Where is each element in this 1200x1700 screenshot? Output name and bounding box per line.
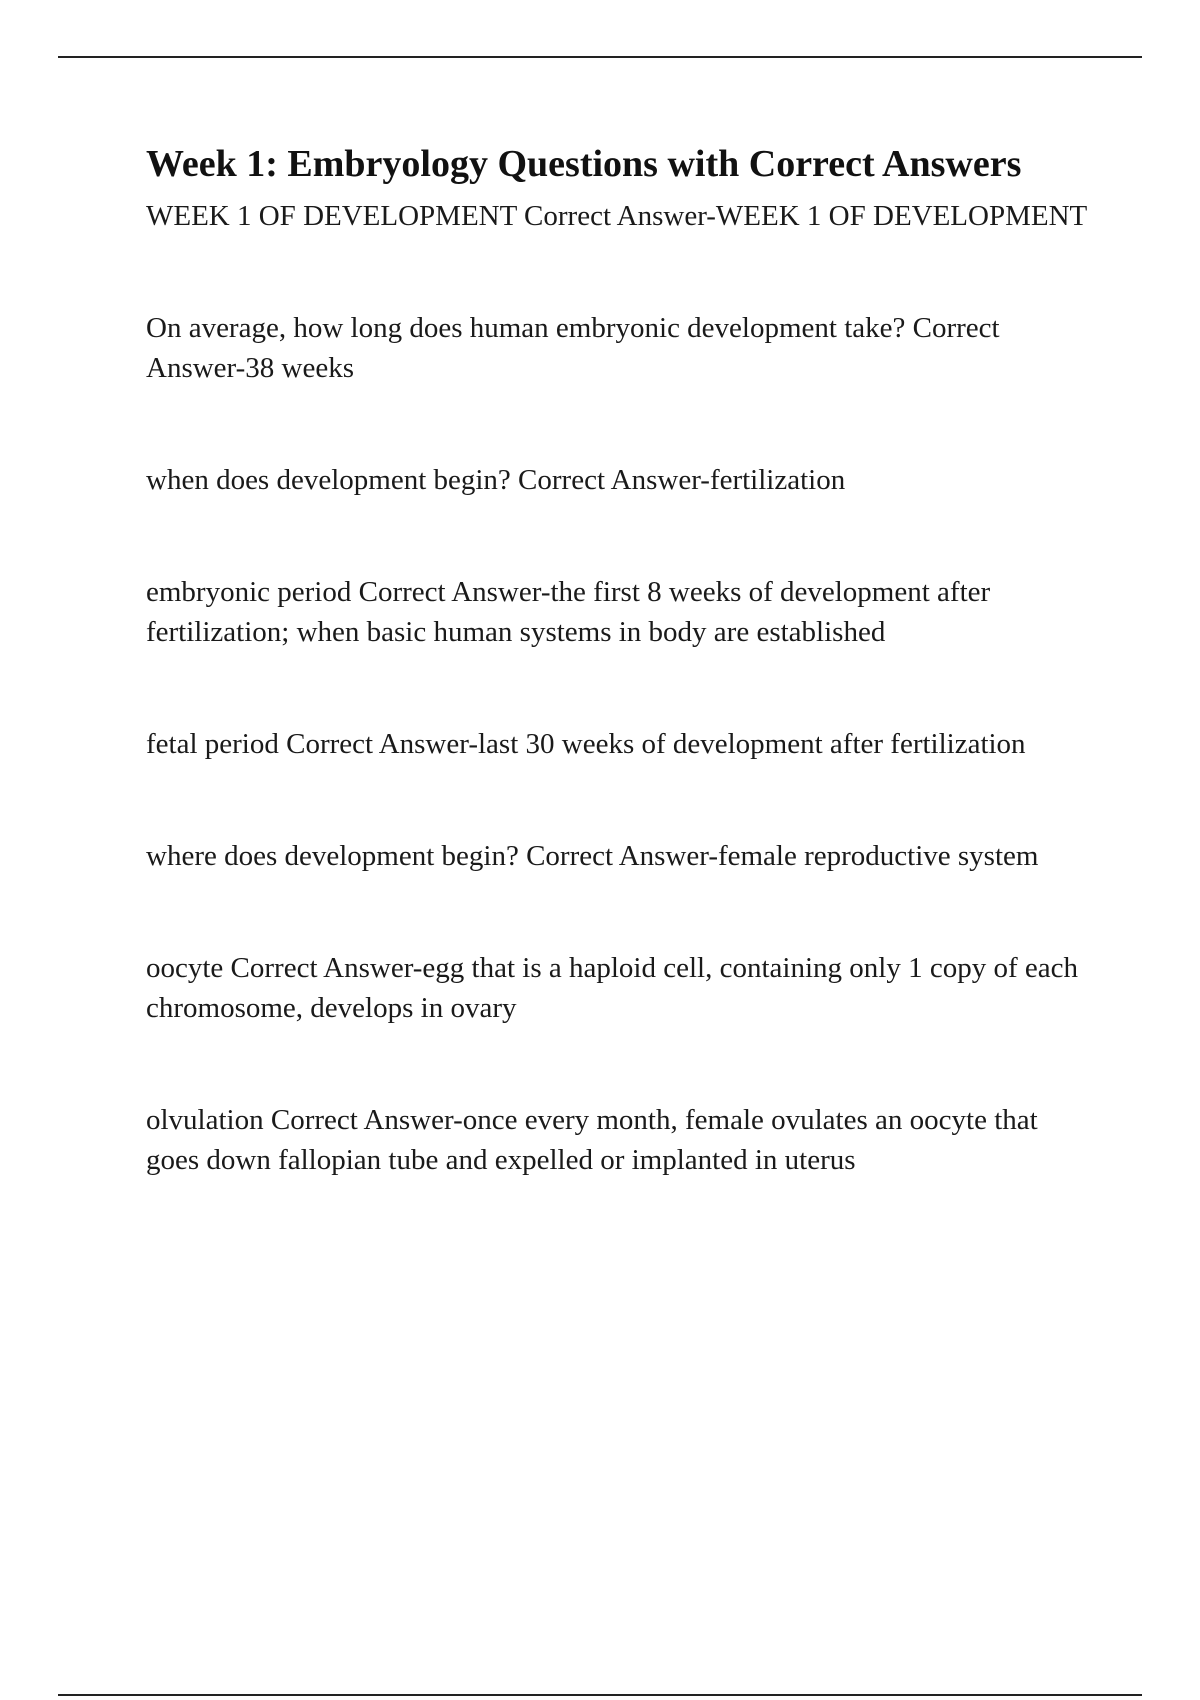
qa-entry-week1: WEEK 1 OF DEVELOPMENT Correct Answer-WEEK 1 OF DEVELOPMENT (146, 200, 1088, 232)
document-title: Week 1: Embryology Questions with Correct Answers (146, 143, 1022, 185)
header-rule (58, 56, 1142, 58)
qa-list (146, 196, 1096, 1180)
qa-entry-ovulation: olvulation Correct Answer-once every month, female ovulates an oocyte that goes down fallopian tube and expelled or implanted in uterus (146, 1104, 1038, 1176)
qa-entry-where-begin: where does development begin? Correct Answer-female reproductive system (146, 840, 1039, 872)
qa-entry-fetal-period: fetal period Correct Answer-last 30 weeks of development after fertilization (146, 728, 1026, 760)
qa-entry-duration: On average, how long does human embryonic development take? Correct Answer-38 weeks (146, 312, 1000, 384)
qa-entry-oocyte: oocyte Correct Answer-egg that is a haploid cell, containing only 1 copy of each chromosome, develops in ovary (146, 952, 1078, 1024)
document-body (146, 140, 1096, 1252)
qa-entry-when-begin: when does development begin? Correct Answer-fertilization (146, 464, 846, 496)
footer-rule (58, 1694, 1142, 1696)
qa-entry-embryonic-period: embryonic period Correct Answer-the first 8 weeks of development after fertilization; when basic human systems in body are established (146, 576, 991, 648)
